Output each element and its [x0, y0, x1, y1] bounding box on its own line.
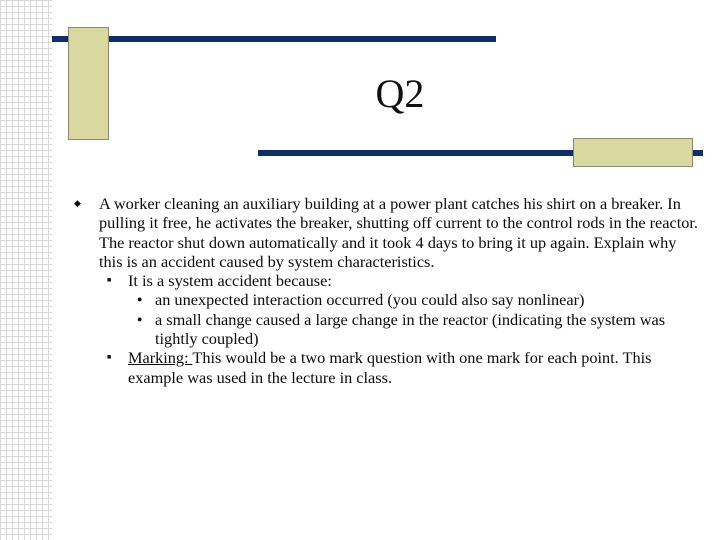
bullet-question [70, 194, 700, 271]
round-bullet-icon: ● [137, 294, 143, 305]
diamond-bullet-icon: ◆ [74, 198, 81, 208]
top-decorative-bar [52, 36, 496, 42]
system-accident-text: It is a system accident because: [128, 271, 332, 291]
top-decorative-box [68, 27, 109, 140]
bullet-marking [70, 348, 700, 387]
marking-text: This would be a two mark question with one mark for each point. This example was used in the lecture in class. [128, 348, 652, 387]
square-bullet-icon: ■ [107, 353, 112, 362]
unexpected-interaction-text: an unexpected interaction occurred (you could also say nonlinear) [155, 290, 585, 310]
square-bullet-icon: ■ [107, 276, 112, 285]
round-bullet-icon: ● [137, 313, 143, 324]
small-change-text: a small change caused a large change in the reactor (indicating the system was tightly coupled) [155, 309, 666, 349]
bullet-system-accident [70, 271, 700, 290]
bullet-unexpected-interaction [70, 290, 700, 309]
slide-title: Q2 [375, 71, 425, 116]
bullet-small-change [70, 310, 700, 349]
slide-content [70, 194, 700, 387]
grid-background [0, 0, 52, 540]
bottom-decorative-box [573, 138, 693, 167]
marking-label: Marking: [128, 348, 193, 368]
question-text: A worker cleaning an auxiliary building at a power plant catches his shirt on a breaker. In pulling it free, he activates the breaker, shutting off current to the control rods in the reactor. The reactor shut down automatically and it took 4 days to bring it up again. Explain why this is an accident caused by system characteristics. [99, 194, 698, 271]
